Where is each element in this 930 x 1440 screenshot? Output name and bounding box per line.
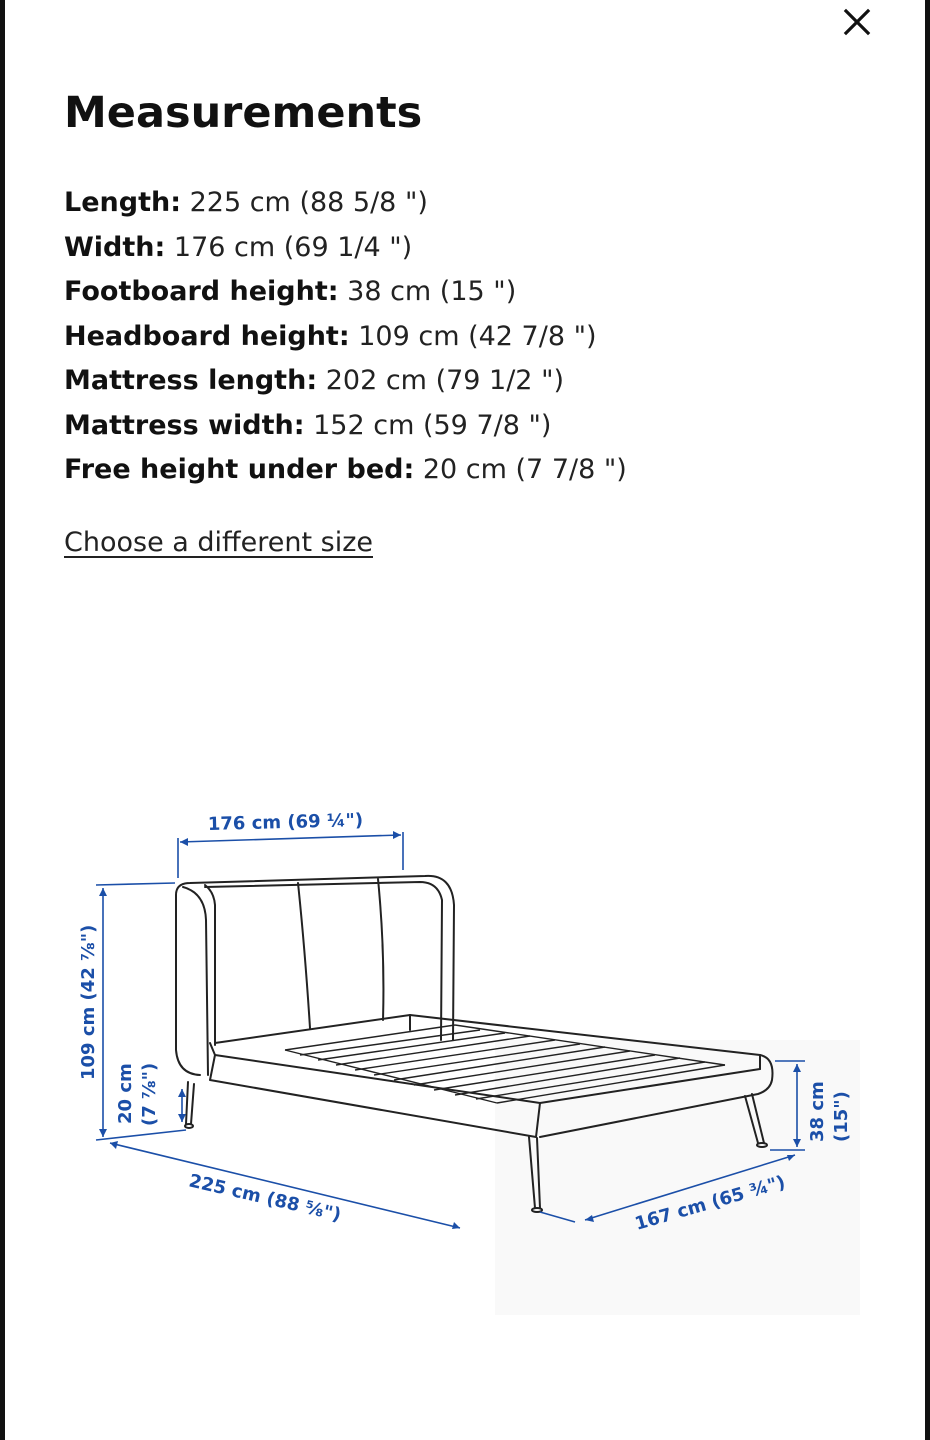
- footboard-height-in-label: (15"): [831, 1091, 852, 1142]
- measurement-width: [64, 226, 627, 271]
- measurement-headboard-height: [64, 315, 627, 360]
- measurement-value: 20 cm (7 7/8 "): [422, 454, 627, 485]
- choose-different-size-link[interactable]: Choose a different size: [64, 527, 373, 558]
- measurements-list: [64, 181, 627, 493]
- measurement-label: Footboard height:: [64, 276, 339, 307]
- bed-dimensions-diagram: [60, 790, 880, 1330]
- measurement-value: 152 cm (59 7/8 "): [313, 409, 552, 441]
- width-dimension-label: 176 cm (69 ¼"): [207, 809, 364, 835]
- measurement-value: 225 cm (88 5/8 "): [189, 187, 428, 218]
- footboard-height-cm-label: 38 cm: [807, 1081, 828, 1142]
- measurement-label: Free height under bed:: [64, 454, 415, 485]
- free-height-cm-label: 20 cm: [115, 1063, 136, 1124]
- measurement-mattress-length: [64, 359, 627, 404]
- measurement-value: 38 cm (15 "): [347, 276, 517, 307]
- measurement-free-height: [64, 448, 627, 493]
- headboard-height-dimension-label: 109 cm (42 ⅞"): [78, 924, 99, 1080]
- measurement-value: 109 cm (42 7/8 "): [358, 320, 597, 352]
- measurement-label: Headboard height:: [64, 320, 350, 352]
- close-icon: [842, 7, 872, 37]
- close-button[interactable]: [835, 0, 879, 44]
- measurement-label: Length:: [64, 187, 181, 218]
- measurement-mattress-width: [64, 404, 627, 449]
- measurement-label: Width:: [64, 231, 166, 263]
- measurement-length: [64, 181, 627, 226]
- measurement-value: 202 cm (79 1/2 "): [325, 365, 565, 396]
- bed-diagram-svg: [60, 790, 880, 1330]
- measurement-footboard-height: [64, 270, 627, 315]
- free-height-in-label: (7 ⅞"): [139, 1062, 160, 1126]
- length-dimension-label: 225 cm (88 ⅝"): [186, 1170, 343, 1226]
- outer-width-dimension-label: 167 cm (65 ¾"): [632, 1171, 788, 1235]
- page-title: Measurements: [64, 88, 423, 138]
- window-frame-left: [0, 0, 5, 1440]
- measurement-label: Mattress length:: [64, 365, 318, 396]
- measurement-label: Mattress width:: [64, 409, 305, 441]
- measurement-value: 176 cm (69 1/4 "): [173, 231, 413, 263]
- window-frame-right: [925, 0, 930, 1440]
